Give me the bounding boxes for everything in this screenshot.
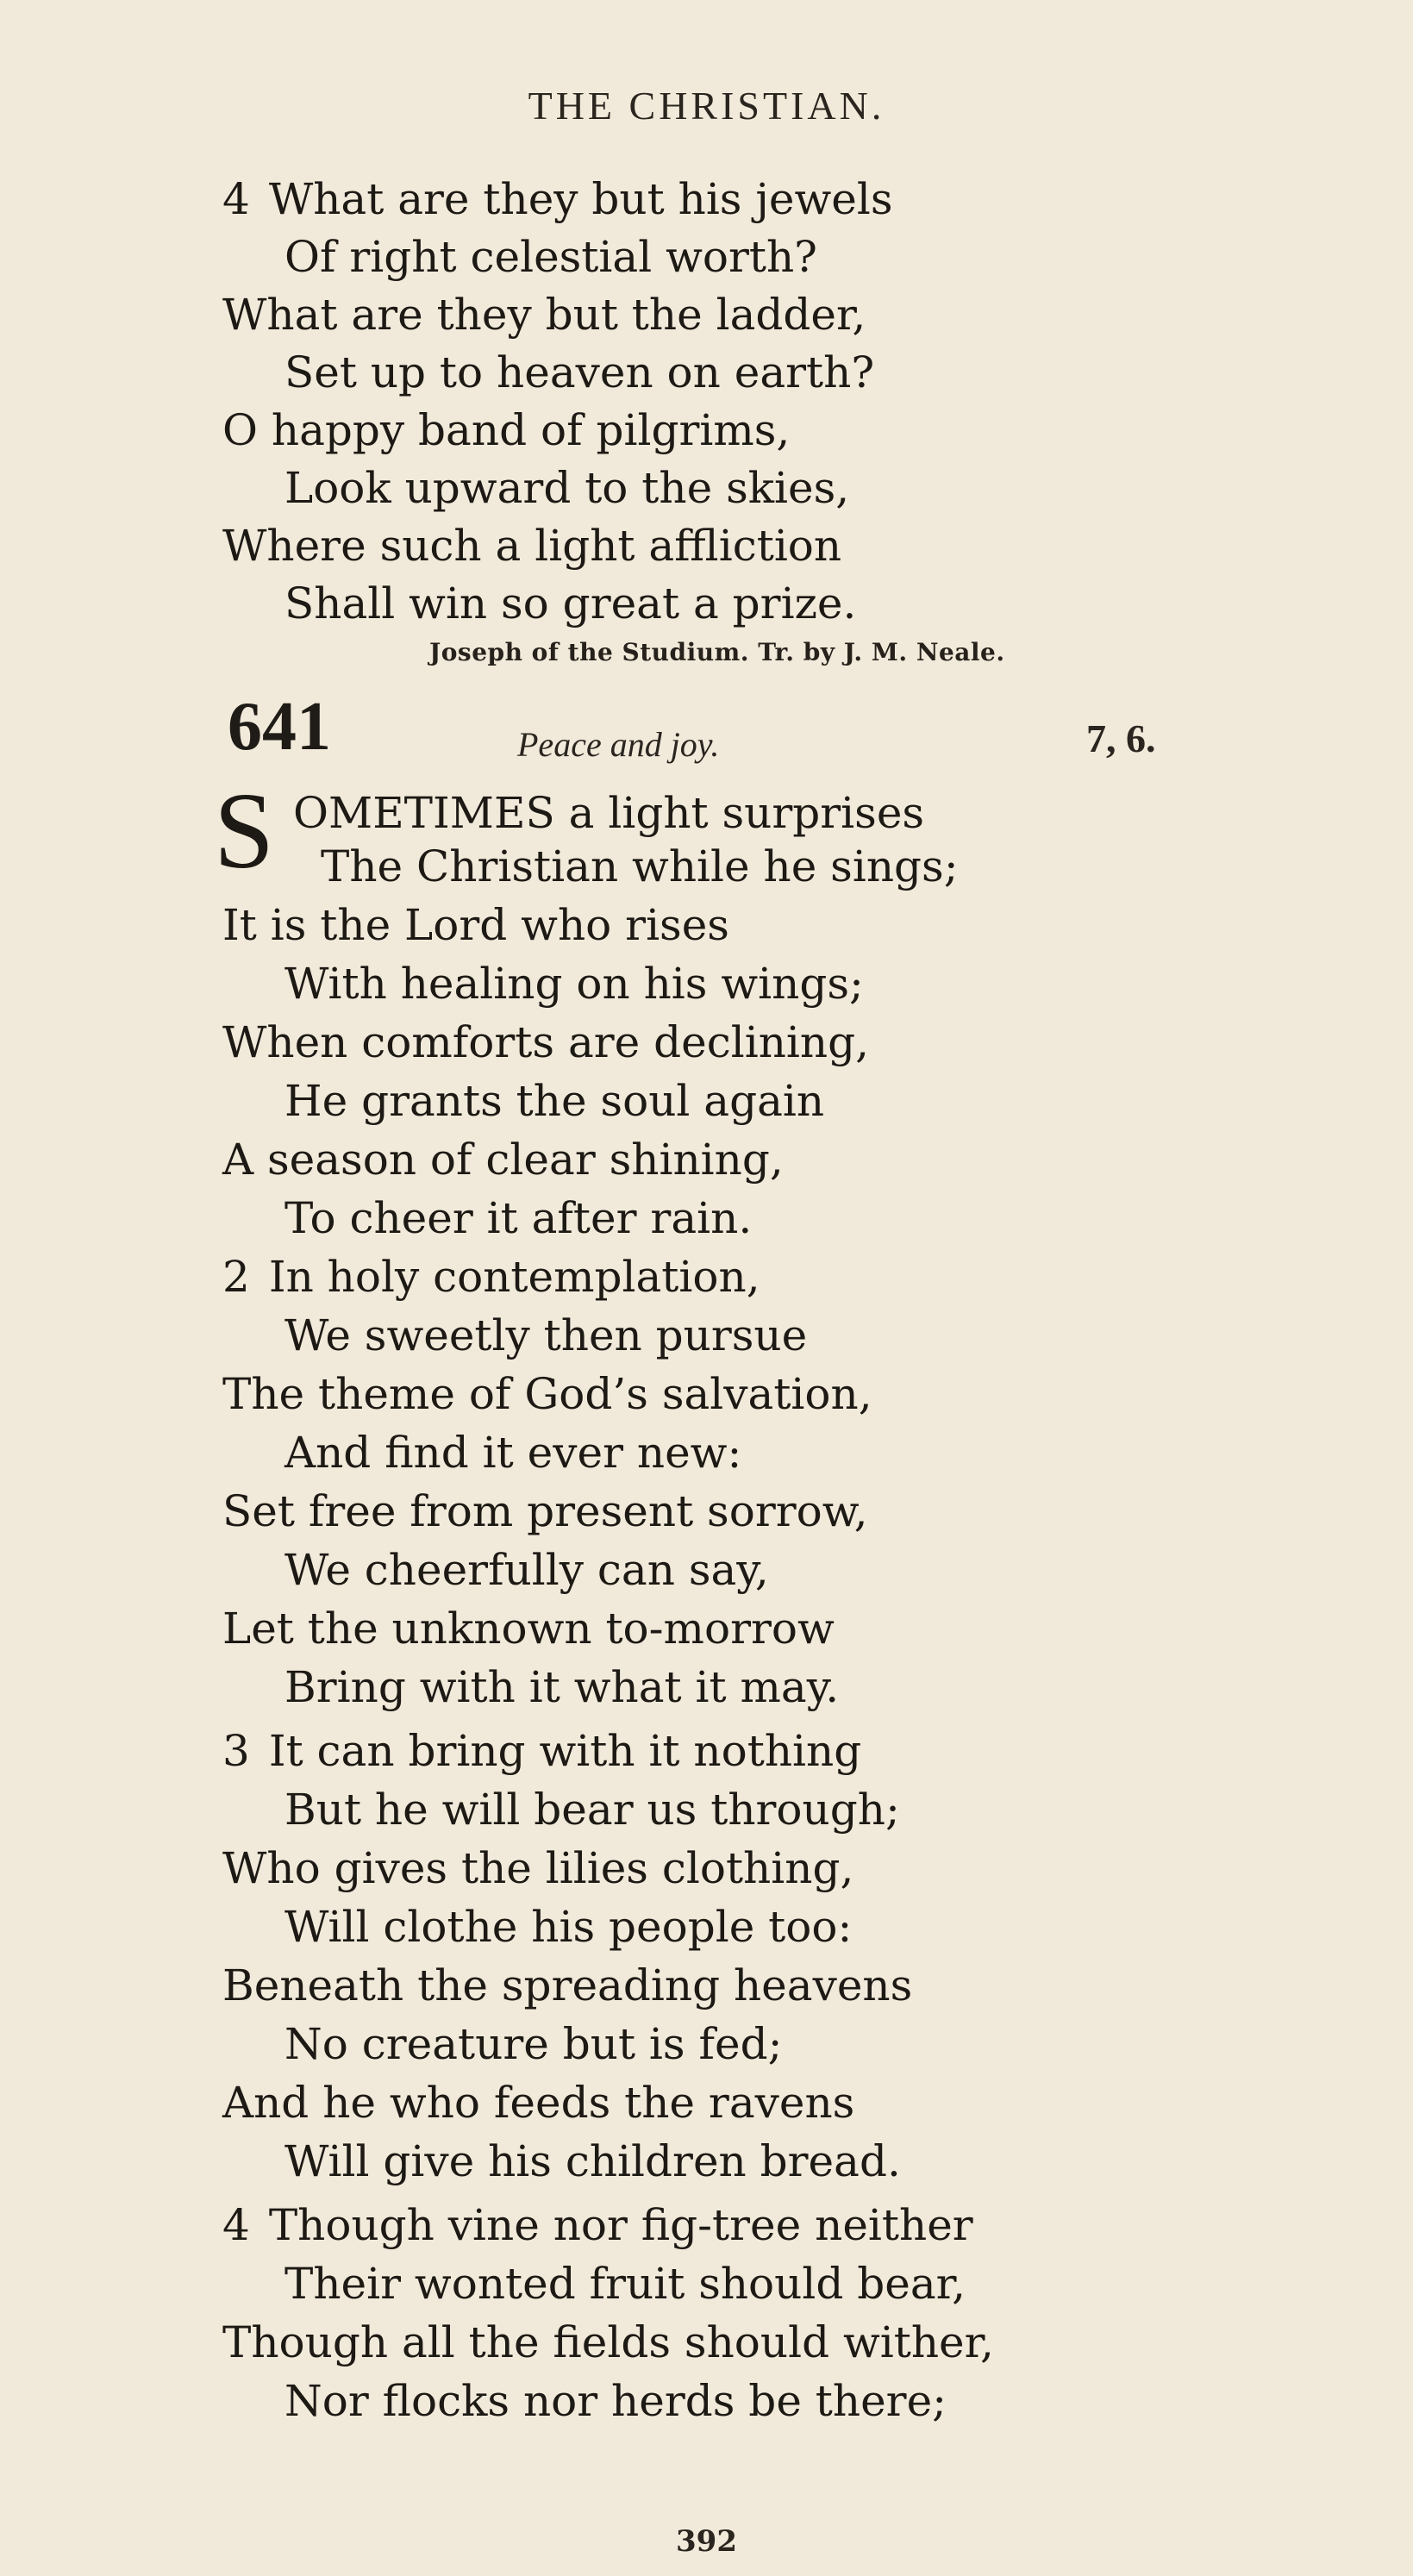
attribution: Joseph of the Studium. Tr. by J. M. Neale. xyxy=(429,638,1005,666)
verse-line: To cheer it after rain. xyxy=(284,1193,753,1243)
verse-line: He grants the soul again xyxy=(284,1076,825,1126)
verse-line: But he will bear us through; xyxy=(284,1785,900,1835)
verse-line: Though all the fields should wither, xyxy=(222,2317,994,2367)
verse-line: Bring with it what it may. xyxy=(284,1662,840,1712)
verse-line: Will give his children bread. xyxy=(284,2136,901,2186)
verse-line: Shall win so great a prize. xyxy=(284,578,857,628)
verse-line: Who gives the lilies clothing, xyxy=(222,1843,854,1893)
stanza-number: 4 xyxy=(222,2200,250,2250)
verse-line: Nor flocks nor herds be there; xyxy=(284,2376,947,2426)
verse-line: What are they but the ladder, xyxy=(222,290,866,340)
verse-line: And find it ever new: xyxy=(284,1428,742,1478)
verse-line: A season of clear shining, xyxy=(222,1135,784,1185)
verse-line: No creature but is fed; xyxy=(284,2019,783,2069)
verse-line: Look upward to the skies, xyxy=(284,463,850,513)
verse-line: OMETIMES a light surprises xyxy=(293,788,925,838)
hymn-number: 641 xyxy=(228,689,331,765)
verse-line: The theme of God’s salvation, xyxy=(222,1369,872,1419)
stanza-number: 4 xyxy=(222,174,250,224)
page-number: 392 xyxy=(676,2524,737,2559)
verse-line: 4 What are they but his jewels xyxy=(222,171,893,228)
verse-line: Set free from present sorrow, xyxy=(222,1486,868,1536)
verse-line: Beneath the spreading heavens xyxy=(222,1960,913,2010)
verse-line: 3 It can bring with it nothing xyxy=(222,1723,861,1779)
verse-line: Of right celestial worth? xyxy=(284,232,817,282)
stanza-number: 2 xyxy=(222,1252,250,1302)
verse-line: We sweetly then pursue xyxy=(284,1310,808,1360)
verse-line: We cheerfully can say, xyxy=(284,1545,769,1595)
stanza-number: 3 xyxy=(222,1726,250,1776)
drop-cap: S xyxy=(214,772,275,891)
hymn-title: Peace and joy. xyxy=(517,725,720,764)
verse-line: And he who feeds the ravens xyxy=(222,2078,855,2128)
verse-line: 4 Though vine nor fig-tree neither xyxy=(222,2197,973,2254)
hymn-meter: 7, 6. xyxy=(1086,716,1156,760)
verse-line: The Christian while he sings; xyxy=(321,841,959,891)
verse-line: When comforts are declining, xyxy=(222,1017,870,1067)
verse-line: Where such a light affliction xyxy=(222,521,842,571)
verse-line: Will clothe his people too: xyxy=(284,1902,853,1952)
verse-line: Their wonted fruit should bear, xyxy=(284,2259,966,2309)
verse-line: 2 In holy contemplation, xyxy=(222,1248,760,1305)
verse-line: With healing on his wings; xyxy=(284,959,864,1009)
verse-line: Set up to heaven on earth? xyxy=(284,347,875,397)
verse-line: O happy band of pilgrims, xyxy=(222,405,791,455)
running-head: THE CHRISTIAN. xyxy=(528,84,885,128)
verse-line: Let the unknown to-morrow xyxy=(222,1604,835,1654)
verse-line: It is the Lord who rises xyxy=(222,900,729,950)
